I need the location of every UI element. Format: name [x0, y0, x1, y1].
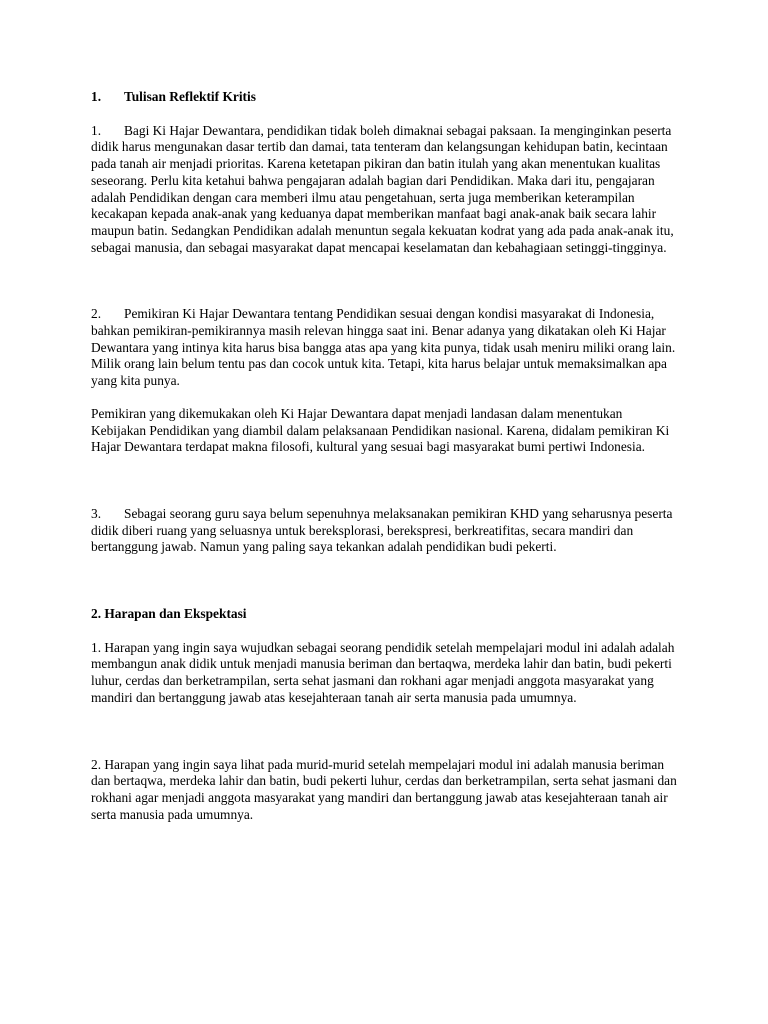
paragraph-harapan-1: 1. Harapan yang ingin saya wujudkan sebagai seorang pendidik setelah mempelajari modul ini adalah adalah membangun anak didik untuk menjadi manusia beriman dan bertaqwa, merdeka lahir dan batin, budi pekerti luhur, cerdas dan berketrampilan, serta sehat jasmani dan rokhani agar menjadi anggota masyarakat yang mandiri dan bertanggung jawab atas kesejahteraan tanah air serta manusia pada umumnya.	[91, 639, 675, 705]
paragraph-item-2-followup: Pemikiran yang dikemukakan oleh Ki Hajar Dewantara dapat menjadi landasan dalam menentukan Kebijakan Pendidikan yang diambil dalam pelaksanaan Pendidikan nasional. Karena, didalam pemikiran Ki Hajar Dewantara terdapat makna filosofi, kultural yang sesuai bagi masyarakat bumi pertiwi Indonesia.	[91, 405, 670, 455]
section-title: Tulisan Reflektif Kritis	[124, 89, 256, 104]
paragraph-item-1	[91, 123, 677, 257]
item-number: 2.	[91, 306, 102, 322]
paragraph-harapan-2: 2. Harapan yang ingin saya lihat pada murid-murid setelah mempelajari modul ini adalah manusia beriman dan bertaqwa, merdeka lahir dan batin, budi pekerti luhur, cerdas dan berketrampilan, serta sehat jasmani dan rokhani agar menjadi anggota masyarakat yang mandiri dan bertanggung jawab atas kesejahteraan tanah air serta manusia pada umumnya.	[91, 756, 677, 822]
section-number: 1.	[91, 89, 102, 104]
paragraph-item-3	[91, 506, 677, 556]
item-text: Sebagai seorang guru saya belum sepenuhnya melaksanakan pemikiran KHD yang seharusnya peserta didik diberi ruang yang seluasnya untuk bereksplorasi, berekspresi, berkreatifitas, secara mandiri dan bertanggung jawab. Namun yang paling saya tekankan adalah pendidikan budi pekerti.	[91, 505, 673, 555]
document-body	[91, 89, 677, 823]
item-text: Bagi Ki Hajar Dewantara, pendidikan tidak boleh dimaknai sebagai paksaan. Ia menginginkan peserta didik harus mengunakan dasar tertib dan damai, tata tenteram dan kelangsungan kehidupan batin, kecintaan pada tanah air menjadi prioritas. Karena ketetapan pikiran dan batin itulah yang akan menentukan kualitas seseorang. Perlu kita ketahui bahwa pengajaran adalah bagian dari Pendidikan. Maka dari itu, pengajaran adalah Pendidikan dengan cara memberi ilmu atau pengetahuan, serta juga memberikan keterampilan kecakapan kepada anak-anak yang keduanya dapat memberikan manfaat bagi anak-anak baik secara lahir maupun batin. Sedangkan Pendidikan adalah menuntun segala kekuatan kodrat yang ada pada anak-anak itu, sebagai manusia, dan sebagai masyarakat dapat mencapai keselamatan dan kebahagiaan setinggi-tingginya.	[91, 122, 674, 255]
section-heading-reflektif	[91, 89, 677, 106]
item-text: Pemikiran Ki Hajar Dewantara tentang Pendidikan sesuai dengan kondisi masyarakat di Indonesia, bahkan pemikiran-pemikirannya masih relevan hingga saat ini. Benar adanya yang dikatakan oleh Ki Hajar Dewantara yang intinya kita harus bisa bangga atas apa yang kita punya, tidak usah meniru miliki orang lain. Milik orang lain belum tentu pas dan cocok untuk kita. Tetapi, kita harus belajar untuk memaksimalkan apa yang kita punya.	[91, 306, 676, 389]
item-number: 3.	[91, 505, 102, 521]
item-number: 1.	[91, 122, 102, 138]
section-heading-harapan: 2. Harapan dan Ekspektasi	[91, 606, 247, 622]
paragraph-item-2	[91, 306, 677, 390]
